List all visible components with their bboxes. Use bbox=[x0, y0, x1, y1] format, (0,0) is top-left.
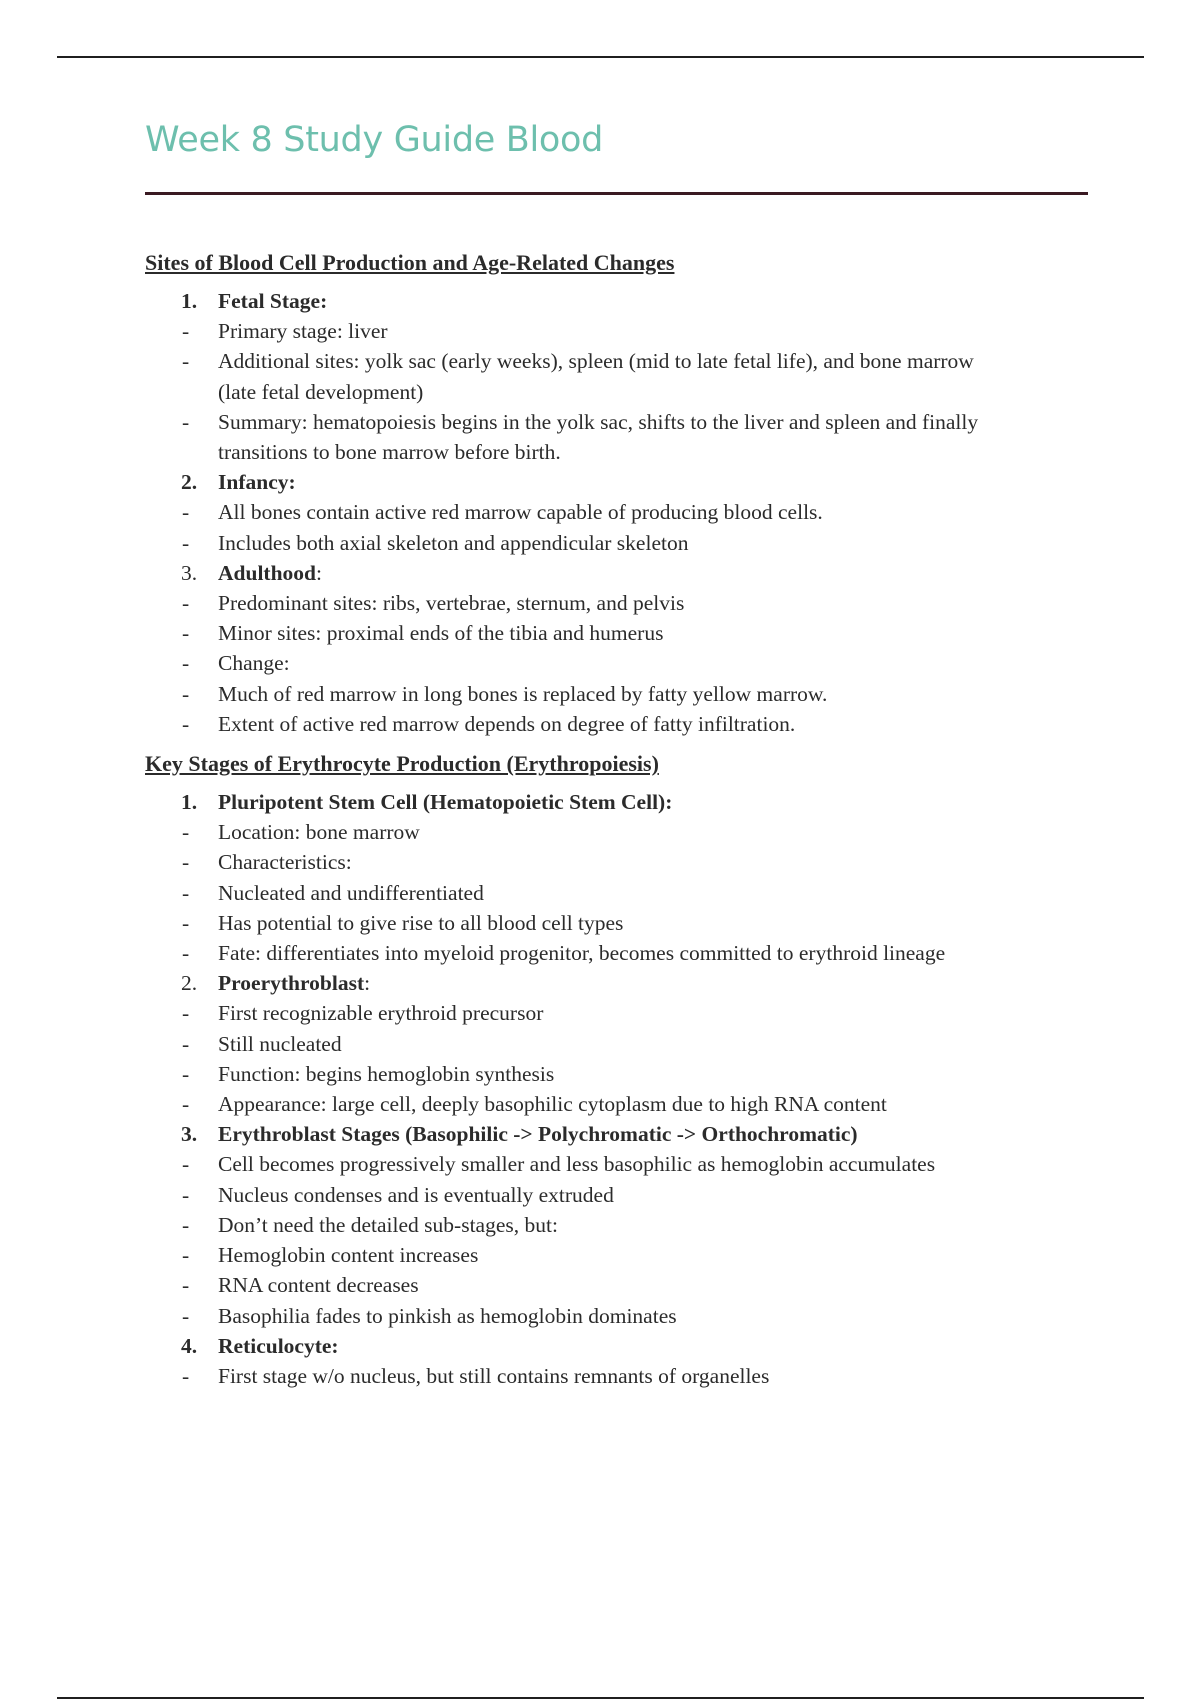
bullet-continuation bbox=[145, 377, 1095, 407]
item-text: Summary: hematopoiesis begins in the yolk sac, shifts to the liver and spleen and finally bbox=[218, 409, 979, 434]
bullet-item bbox=[145, 878, 1095, 908]
section-heading: Sites of Blood Cell Production and Age-Related Changes bbox=[145, 250, 675, 275]
item-number: 1. bbox=[181, 289, 198, 313]
bullet-dash: - bbox=[182, 820, 190, 845]
item-number: 2. bbox=[181, 971, 198, 996]
bullet-item bbox=[145, 1180, 1095, 1210]
bullet-dash: - bbox=[182, 651, 190, 676]
item-number: 2. bbox=[181, 470, 198, 495]
bullet-dash: - bbox=[182, 1001, 190, 1026]
bullet-item bbox=[145, 407, 1095, 437]
item-text: Basophilia fades to pinkish as hemoglobin dominates bbox=[218, 1303, 677, 1328]
bullet-item bbox=[145, 588, 1095, 618]
bullet-dash: - bbox=[182, 591, 190, 616]
item-text: Minor sites: proximal ends of the tibia and humerus bbox=[218, 621, 664, 646]
item-text: Nucleus condenses and is eventually extruded bbox=[218, 1182, 614, 1207]
bullet-item bbox=[145, 1361, 1095, 1391]
item-text: Appearance: large cell, deeply basophilic cytoplasm due to high RNA content bbox=[218, 1092, 887, 1117]
item-text: RNA content decreases bbox=[218, 1273, 419, 1298]
item-label: Adulthood bbox=[218, 560, 316, 585]
item-text: : bbox=[316, 560, 322, 585]
item-label: Pluripotent Stem Cell (Hematopoietic Stem Cell): bbox=[218, 790, 673, 815]
numbered-item bbox=[145, 467, 1095, 497]
bullet-dash: - bbox=[182, 1061, 190, 1086]
bullet-dash: - bbox=[182, 349, 190, 374]
item-text: Extent of active red marrow depends on degree of fatty infiltration. bbox=[218, 711, 796, 736]
item-text: Hemoglobin content increases bbox=[218, 1243, 479, 1268]
bullet-item bbox=[145, 346, 1095, 376]
document-body bbox=[145, 248, 1095, 1391]
bullet-item bbox=[145, 847, 1095, 877]
item-text: : bbox=[364, 971, 371, 996]
bullet-continuation bbox=[145, 437, 1095, 467]
numbered-item bbox=[145, 558, 1095, 588]
bullet-dash: - bbox=[182, 1092, 190, 1117]
bullet-dash: - bbox=[182, 1212, 190, 1237]
item-number: 4. bbox=[181, 1333, 198, 1358]
bullet-dash: - bbox=[182, 1031, 190, 1056]
bullet-item bbox=[145, 817, 1095, 847]
bullet-dash: - bbox=[182, 1182, 190, 1207]
item-text: transitions to bone marrow before birth. bbox=[218, 440, 561, 465]
bullet-dash: - bbox=[182, 530, 190, 555]
item-text: Has potential to give rise to all blood cell types bbox=[218, 910, 624, 935]
item-text: Change: bbox=[218, 651, 290, 676]
bullet-dash: - bbox=[182, 910, 190, 935]
bullet-item bbox=[145, 316, 1095, 346]
bullet-item bbox=[145, 1029, 1095, 1059]
item-text: Includes both axial skeleton and appendicular skeleton bbox=[218, 530, 689, 555]
bullet-item bbox=[145, 497, 1095, 527]
item-text: Still nucleated bbox=[218, 1031, 342, 1056]
item-label: Erythroblast Stages (Basophilic -> Polychromatic -> Orthochromatic) bbox=[218, 1122, 858, 1147]
bullet-item bbox=[145, 1210, 1095, 1240]
item-text: Much of red marrow in long bones is replaced by fatty yellow marrow. bbox=[218, 681, 828, 706]
item-text: (late fetal development) bbox=[218, 379, 424, 404]
item-number: 1. bbox=[181, 790, 198, 815]
numbered-item bbox=[145, 968, 1095, 998]
bullet-dash: - bbox=[182, 319, 190, 344]
bullet-item bbox=[145, 1059, 1095, 1089]
bullet-item bbox=[145, 1301, 1095, 1331]
bullet-item bbox=[145, 1089, 1095, 1119]
bullet-dash: - bbox=[182, 621, 190, 646]
numbered-item bbox=[145, 1331, 1095, 1361]
item-text: Don’t need the detailed sub-stages, but: bbox=[218, 1212, 558, 1237]
item-number: 3. bbox=[181, 1122, 198, 1147]
bullet-dash: - bbox=[182, 850, 190, 875]
bullet-item bbox=[145, 908, 1095, 938]
item-label: Proerythroblast bbox=[218, 971, 365, 996]
bullet-item bbox=[145, 618, 1095, 648]
document-title: Week 8 Study Guide Blood bbox=[145, 120, 604, 160]
page-bottom-rule bbox=[57, 1697, 1144, 1699]
bullet-item bbox=[145, 679, 1095, 709]
item-text: Function: begins hemoglobin synthesis bbox=[218, 1061, 555, 1086]
bullet-item bbox=[145, 1240, 1095, 1270]
item-text: All bones contain active red marrow capable of producing blood cells. bbox=[218, 500, 823, 525]
numbered-item bbox=[145, 286, 1095, 316]
bullet-dash: - bbox=[182, 711, 190, 736]
item-number: 3. bbox=[181, 560, 198, 585]
bullet-dash: - bbox=[182, 1363, 190, 1388]
bullet-item bbox=[145, 998, 1095, 1028]
bullet-dash: - bbox=[182, 1243, 190, 1268]
item-text: First recognizable erythroid precursor bbox=[218, 1001, 544, 1026]
item-label: Infancy: bbox=[218, 470, 296, 495]
item-text: Characteristics: bbox=[218, 850, 352, 875]
numbered-item bbox=[145, 787, 1095, 817]
item-text: First stage w/o nucleus, but still contains remnants of organelles bbox=[218, 1363, 770, 1388]
item-text: Nucleated and undifferentiated bbox=[218, 880, 484, 905]
item-label: Reticulocyte: bbox=[218, 1333, 339, 1358]
bullet-item bbox=[145, 709, 1095, 739]
page-top-rule bbox=[57, 56, 1144, 58]
bullet-dash: - bbox=[182, 681, 190, 706]
item-text: Predominant sites: ribs, vertebrae, sternum, and pelvis bbox=[218, 591, 685, 616]
bullet-item bbox=[145, 938, 1095, 968]
bullet-dash: - bbox=[182, 1152, 190, 1177]
bullet-dash: - bbox=[182, 941, 190, 966]
bullet-item bbox=[145, 528, 1095, 558]
item-text: Fate: differentiates into myeloid progenitor, becomes committed to erythroid lineage bbox=[218, 941, 946, 966]
item-text: Cell becomes progressively smaller and less basophilic as hemoglobin accumulates bbox=[218, 1152, 936, 1177]
item-text: Additional sites: yolk sac (early weeks), spleen (mid to late fetal life), and bone marrow bbox=[218, 349, 974, 374]
item-text: Primary stage: liver bbox=[218, 319, 388, 344]
item-text: Location: bone marrow bbox=[218, 820, 420, 845]
bullet-dash: - bbox=[182, 1303, 190, 1328]
bullet-dash: - bbox=[182, 500, 190, 525]
numbered-item bbox=[145, 1119, 1095, 1149]
bullet-item bbox=[145, 1149, 1095, 1179]
item-label: Fetal Stage: bbox=[218, 289, 328, 313]
bullet-item bbox=[145, 1270, 1095, 1300]
section-heading: Key Stages of Erythrocyte Production (Erythropoiesis) bbox=[145, 751, 659, 777]
bullet-dash: - bbox=[182, 880, 190, 905]
bullet-item bbox=[145, 648, 1095, 678]
bullet-dash: - bbox=[182, 1273, 190, 1298]
bullet-dash: - bbox=[182, 409, 190, 434]
title-underline-rule bbox=[145, 192, 1088, 195]
